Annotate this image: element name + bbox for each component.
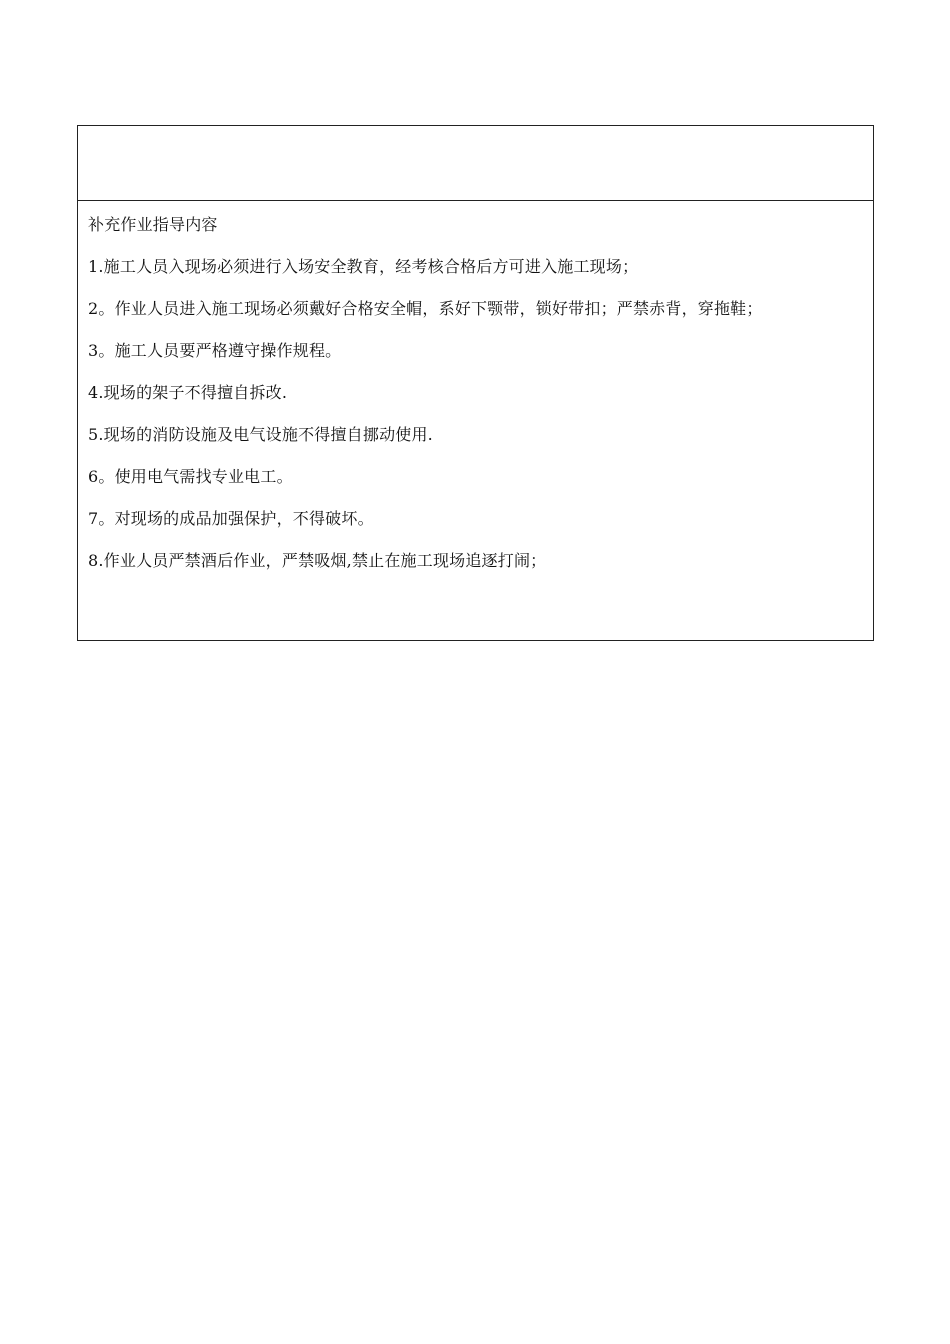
instruction-table: [77, 125, 874, 641]
instruction-item-1: 1.施工人员入现场必须进行入场安全教育，经考核合格后方可进入施工现场；: [88, 257, 639, 276]
instruction-content-cell: [78, 201, 873, 571]
instruction-item-8: 8.作业人员严禁酒后作业，严禁吸烟,禁止在施工现场追逐打闹；: [88, 551, 547, 570]
instruction-item-7: 7。对现场的成品加强保护，不得破坏。: [88, 509, 374, 528]
section-heading: 补充作业指导内容: [88, 215, 218, 234]
instruction-item-6: 6。使用电气需找专业电工。: [88, 467, 293, 486]
instruction-item-2: 2。作业人员进入施工现场必须戴好合格安全帽，系好下颚带，锁好带扣；严禁赤背，穿拖鞋；: [88, 299, 763, 318]
instruction-item-4: 4.现场的架子不得擅自拆改.: [88, 383, 288, 402]
instruction-item-5: 5.现场的消防设施及电气设施不得擅自挪动使用.: [88, 425, 433, 444]
instruction-item-3: 3。施工人员要严格遵守操作规程。: [88, 341, 342, 360]
empty-top-cell: [78, 126, 873, 201]
